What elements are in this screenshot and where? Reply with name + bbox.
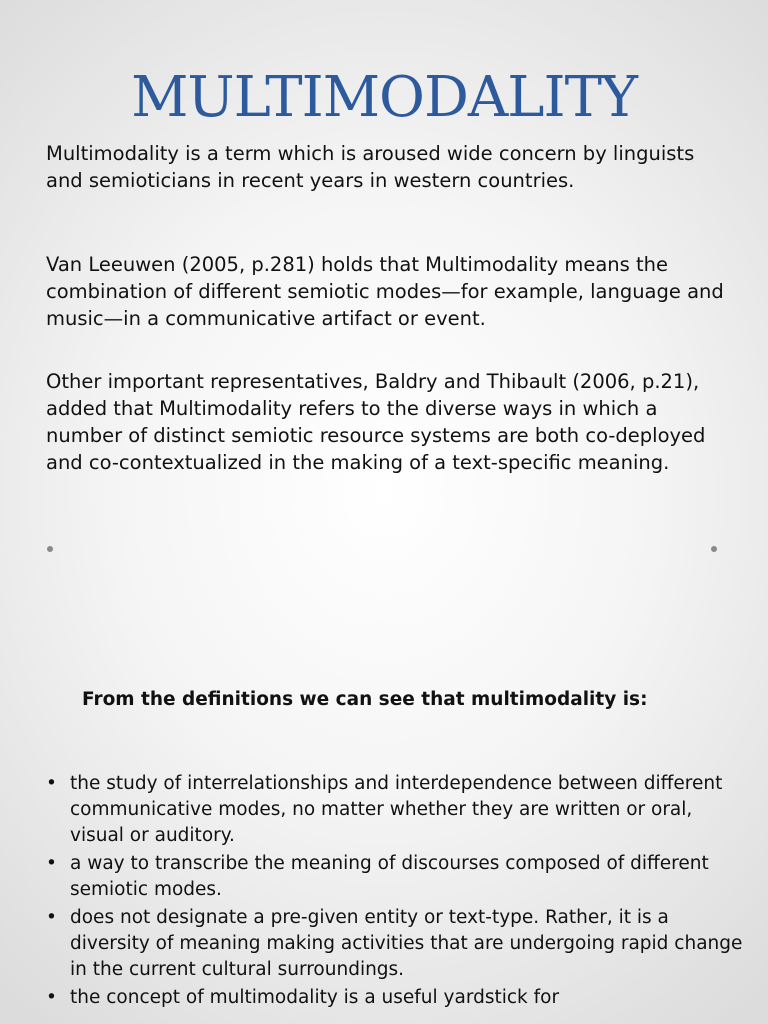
bullet-text: the study of interrelationships and interdependence between different communicative modes, no matter whether they are written or oral, visual or auditory.: [70, 773, 723, 846]
slide-title: MULTIMODALITY: [131, 65, 637, 130]
section-heading: From the definitions we can see that multimodality is:: [82, 689, 648, 710]
bullet-list: [46, 771, 746, 1013]
bullet-item: [46, 905, 746, 983]
bullet-text: the concept of multimodality is a useful yardstick for: [70, 987, 560, 1008]
bullet-marker: •: [46, 907, 57, 928]
bullet-item: [46, 771, 746, 849]
bullet-marker: •: [46, 987, 57, 1008]
bullet-item: [46, 985, 746, 1011]
decorative-dot-left: [47, 546, 53, 552]
decorative-dot-right: [711, 546, 717, 552]
paragraph-baldry-thibault: Other important representatives, Baldry and Thibault (2006, p.21), added that Multimodality refers to the diverse ways in which a number of distinct semiotic resource systems are both co-deployed and co-contextualized in the making of a text-specific meaning.: [46, 370, 706, 474]
paragraph-definition: Multimodality is a term which is aroused wide concern by linguists and semioticians in recent years in western countries.: [46, 142, 695, 192]
bullet-text: does not designate a pre-given entity or text-type. Rather, it is a diversity of meaning making activities that are undergoing rapid change in the current cultural surroundings.: [70, 907, 743, 980]
bullet-item: [46, 851, 746, 903]
bullet-marker: •: [46, 853, 57, 874]
bullet-marker: •: [46, 773, 57, 794]
paragraph-van-leeuwen: Van Leeuwen (2005, p.281) holds that Multimodality means the combination of different semiotic modes—for example, language and music—in a communicative artifact or event.: [46, 253, 724, 330]
bullet-text: a way to transcribe the meaning of discourses composed of different semiotic modes.: [70, 853, 709, 900]
